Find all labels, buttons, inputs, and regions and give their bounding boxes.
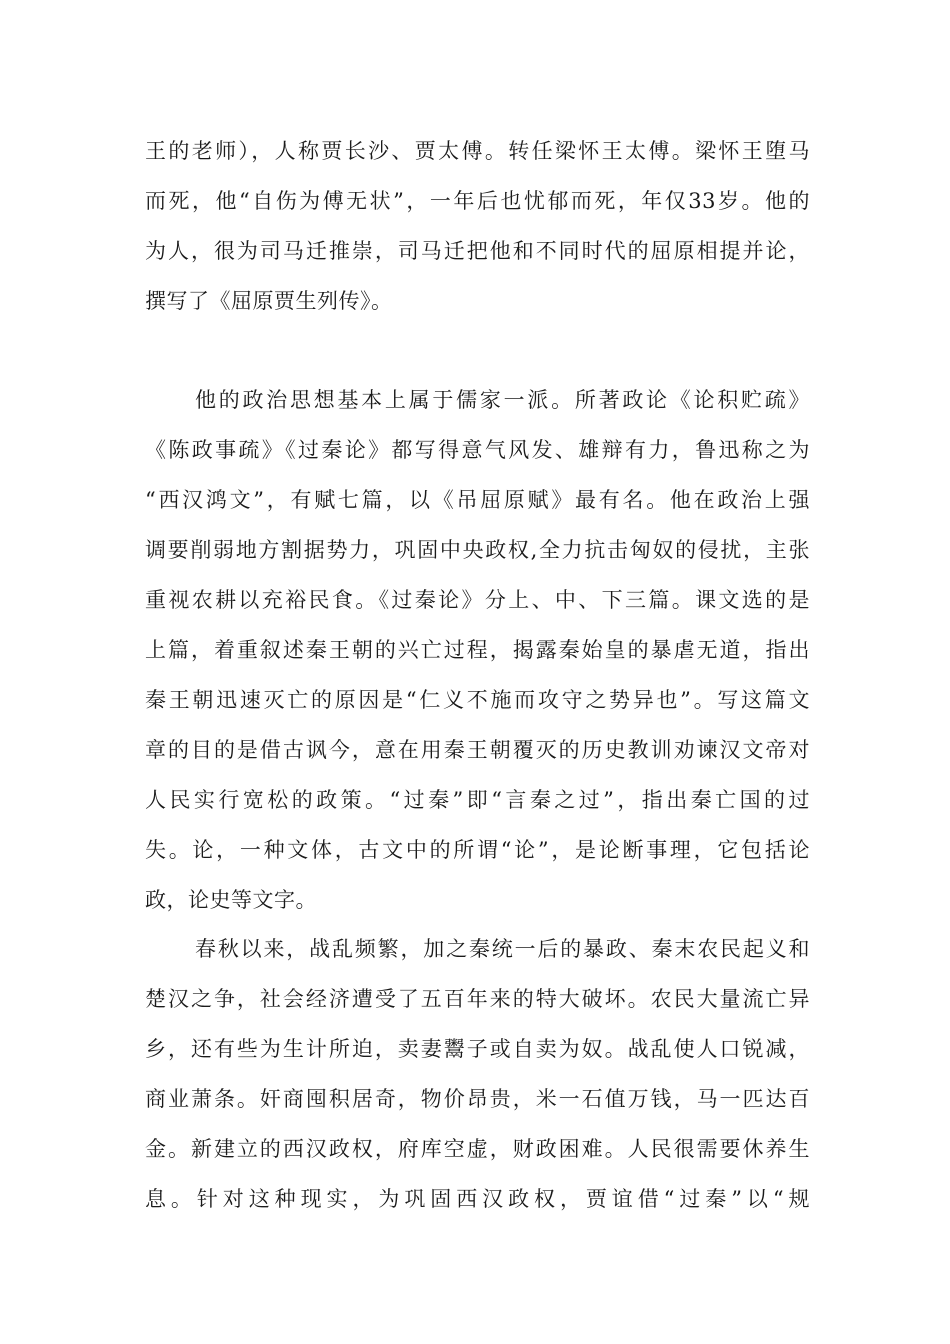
paragraph-2-line-6: 上篇，着重叙述秦王朝的兴亡过程，揭露秦始皇的暴虐无道，指出 xyxy=(145,638,810,662)
paragraph-2-line-10: 失。论，一种文体，古文中的所谓“论”，是论断事理，它包括论 xyxy=(145,838,810,862)
paragraph-3-line-2: 楚汉之争，社会经济遭受了五百年来的特大破坏。农民大量流亡异 xyxy=(145,987,810,1011)
paragraph-3-line-6: 息。针对这种现实，为巩固西汉政权，贾谊借“过秦”以“规 xyxy=(145,1187,810,1211)
paragraph-2-line-8: 章的目的是借古讽今，意在用秦王朝覆灭的历史教训劝谏汉文帝对 xyxy=(145,738,810,762)
paragraph-2-line-3: “西汉鸿文”，有赋七篇，以《吊屈原赋》最有名。他在政治上强 xyxy=(145,488,810,512)
paragraph-3-line-4: 商业萧条。奸商囤积居奇，物价昂贵，米一石值万钱，马一匹达百 xyxy=(145,1087,810,1111)
paragraph-2-line-2: 《陈政事疏》《过秦论》都写得意气风发、雄辩有力，鲁迅称之为 xyxy=(145,438,810,462)
paragraph-3-line-3: 乡，还有些为生计所迫，卖妻鬻子或自卖为奴。战乱使人口锐减， xyxy=(145,1037,810,1061)
paragraph-1-line-2: 而死，他“自伤为傅无状”，一年后也忧郁而死，年仅33岁。他的 xyxy=(145,189,810,213)
paragraph-2-line-11: 政，论史等文字。 xyxy=(145,888,317,912)
paragraph-3-line-5: 金。新建立的西汉政权，府库空虚，财政困难。人民很需要休养生 xyxy=(145,1137,810,1161)
paragraph-2-line-4: 调要削弱地方割据势力，巩固中央政权,全力抗击匈奴的侵扰，主张 xyxy=(145,538,810,562)
paragraph-1-line-1: 王的老师），人称贾长沙、贾太傅。转任梁怀王太傅。梁怀王堕马 xyxy=(145,139,810,163)
paragraph-1-line-3: 为人，很为司马迁推崇，司马迁把他和不同时代的屈原相提并论， xyxy=(145,239,810,263)
paragraph-3-line-1: 春秋以来，战乱频繁，加之秦统一后的暴政、秦末农民起义和 xyxy=(195,937,810,961)
paragraph-2-line-9: 人民实行宽松的政策。“过秦”即“言秦之过”，指出秦亡国的过 xyxy=(145,788,810,812)
paragraph-2-line-7: 秦王朝迅速灭亡的原因是“仁义不施而攻守之势异也”。写这篇文 xyxy=(145,688,810,712)
paragraph-1-line-4: 撰写了《屈原贾生列传》。 xyxy=(145,289,393,313)
paragraph-2-line-1: 他的政治思想基本上属于儒家一派。所著政论《论积贮疏》 xyxy=(195,388,810,412)
paragraph-2-line-5: 重视农耕以充裕民食。《过秦论》分上、中、下三篇。课文选的是 xyxy=(145,588,810,612)
